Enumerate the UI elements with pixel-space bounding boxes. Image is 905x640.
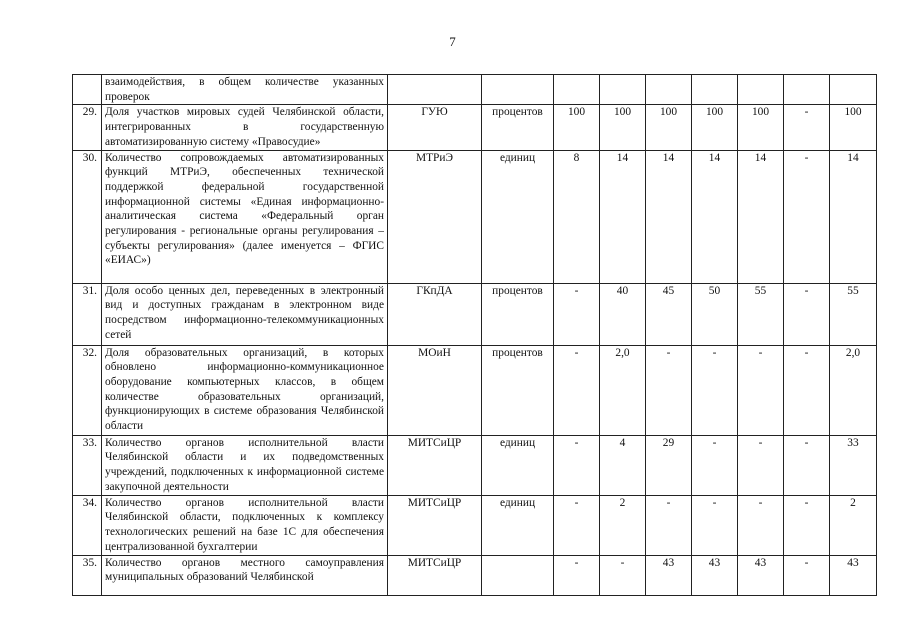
agency-cell: ГУЮ: [388, 105, 482, 150]
row-number-cell: 30.: [73, 150, 102, 283]
value-cell: 43: [738, 555, 784, 595]
value-cell: 45: [646, 283, 692, 345]
value-cell: -: [646, 495, 692, 555]
value-cell: -: [738, 345, 784, 435]
unit-cell: единиц: [482, 435, 554, 495]
value-cell: 50: [692, 283, 738, 345]
unit-cell: процентов: [482, 105, 554, 150]
row-number-cell: 33.: [73, 435, 102, 495]
value-cell: -: [784, 150, 830, 283]
value-cell: 14: [692, 150, 738, 283]
table-body: [73, 75, 877, 596]
indicator-description-cell: Количество сопровождаемых автоматизированных функций МТРиЭ, обеспеченных технической поддержкой федеральной государственной информационной системы «Единая информационно-аналитическая система «Федеральный орган регулирования - региональные органы регулирования – субъекты регулирования» (далее именуется – ФГИС «ЕИАС»): [102, 150, 388, 283]
value-cell: [646, 75, 692, 105]
value-cell: -: [784, 283, 830, 345]
value-cell: [600, 75, 646, 105]
table-row: [73, 555, 877, 595]
agency-cell: МИТСиЦР: [388, 555, 482, 595]
value-cell: 4: [600, 435, 646, 495]
value-cell: [692, 75, 738, 105]
table-row: [73, 495, 877, 555]
unit-cell: единиц: [482, 150, 554, 283]
value-cell: 33: [830, 435, 877, 495]
value-cell: 2,0: [830, 345, 877, 435]
value-cell: 100: [692, 105, 738, 150]
value-cell: 14: [830, 150, 877, 283]
table-row: [73, 345, 877, 435]
value-cell: 14: [646, 150, 692, 283]
agency-cell: МИТСиЦР: [388, 495, 482, 555]
table-row: [73, 75, 877, 105]
value-cell: 2,0: [600, 345, 646, 435]
value-cell: 2: [830, 495, 877, 555]
value-cell: 2: [600, 495, 646, 555]
value-cell: -: [692, 345, 738, 435]
value-cell: -: [554, 555, 600, 595]
agency-cell: МИТСиЦР: [388, 435, 482, 495]
row-number-cell: 32.: [73, 345, 102, 435]
value-cell: -: [692, 495, 738, 555]
unit-cell: процентов: [482, 345, 554, 435]
indicator-description-cell: Количество органов исполнительной власти Челябинской области, подключенных к комплексу технологических решений на базе 1С для обеспечения централизованной бухгалтерии: [102, 495, 388, 555]
value-cell: -: [646, 345, 692, 435]
value-cell: 43: [692, 555, 738, 595]
value-cell: 100: [600, 105, 646, 150]
value-cell: 8: [554, 150, 600, 283]
unit-cell: [482, 555, 554, 595]
value-cell: 14: [738, 150, 784, 283]
agency-cell: МОиН: [388, 345, 482, 435]
table-row: [73, 150, 877, 283]
row-number-cell: 31.: [73, 283, 102, 345]
value-cell: 100: [830, 105, 877, 150]
indicator-description-cell: взаимодействия, в общем количестве указанных проверок: [102, 75, 388, 105]
value-cell: 43: [830, 555, 877, 595]
value-cell: -: [692, 435, 738, 495]
value-cell: -: [738, 495, 784, 555]
row-number-cell: 29.: [73, 105, 102, 150]
row-number-cell: 35.: [73, 555, 102, 595]
agency-cell: [388, 75, 482, 105]
table-row: [73, 435, 877, 495]
indicators-table: [72, 74, 877, 596]
table-row: [73, 105, 877, 150]
page-number: 7: [449, 34, 456, 49]
value-cell: -: [784, 495, 830, 555]
value-cell: 43: [646, 555, 692, 595]
value-cell: [830, 75, 877, 105]
value-cell: -: [784, 345, 830, 435]
value-cell: [738, 75, 784, 105]
value-cell: -: [554, 495, 600, 555]
value-cell: -: [600, 555, 646, 595]
value-cell: 40: [600, 283, 646, 345]
indicator-description-cell: Доля участков мировых судей Челябинской области, интегрированных в государственную автоматизированную систему «Правосудие»: [102, 105, 388, 150]
value-cell: 55: [830, 283, 877, 345]
value-cell: 14: [600, 150, 646, 283]
value-cell: [784, 75, 830, 105]
table-row: [73, 283, 877, 345]
unit-cell: [482, 75, 554, 105]
unit-cell: единиц: [482, 495, 554, 555]
row-number-cell: [73, 75, 102, 105]
value-cell: -: [738, 435, 784, 495]
value-cell: 100: [554, 105, 600, 150]
indicator-description-cell: Количество органов местного самоуправления муниципальных образований Челябинской: [102, 555, 388, 595]
value-cell: 100: [738, 105, 784, 150]
value-cell: -: [784, 105, 830, 150]
value-cell: -: [554, 345, 600, 435]
value-cell: [554, 75, 600, 105]
value-cell: -: [784, 435, 830, 495]
row-number-cell: 34.: [73, 495, 102, 555]
value-cell: -: [784, 555, 830, 595]
value-cell: 100: [646, 105, 692, 150]
indicator-description-cell: Доля образовательных организаций, в которых обновлено информационно-коммуникационное оборудование компьютерных классов, в общем количестве образовательных организаций, функционирующих в системе образования Челябинской области: [102, 345, 388, 435]
value-cell: 55: [738, 283, 784, 345]
indicator-description-cell: Доля особо ценных дел, переведенных в электронный вид и доступных гражданам в электронном виде посредством информационно-телекоммуникационных сетей: [102, 283, 388, 345]
value-cell: 29: [646, 435, 692, 495]
value-cell: -: [554, 435, 600, 495]
agency-cell: МТРиЭ: [388, 150, 482, 283]
unit-cell: процентов: [482, 283, 554, 345]
agency-cell: ГКпДА: [388, 283, 482, 345]
value-cell: -: [554, 283, 600, 345]
indicator-description-cell: Количество органов исполнительной власти Челябинской области и их подведомственных учреждений, подключенных к информационной системе закупочной деятельности: [102, 435, 388, 495]
